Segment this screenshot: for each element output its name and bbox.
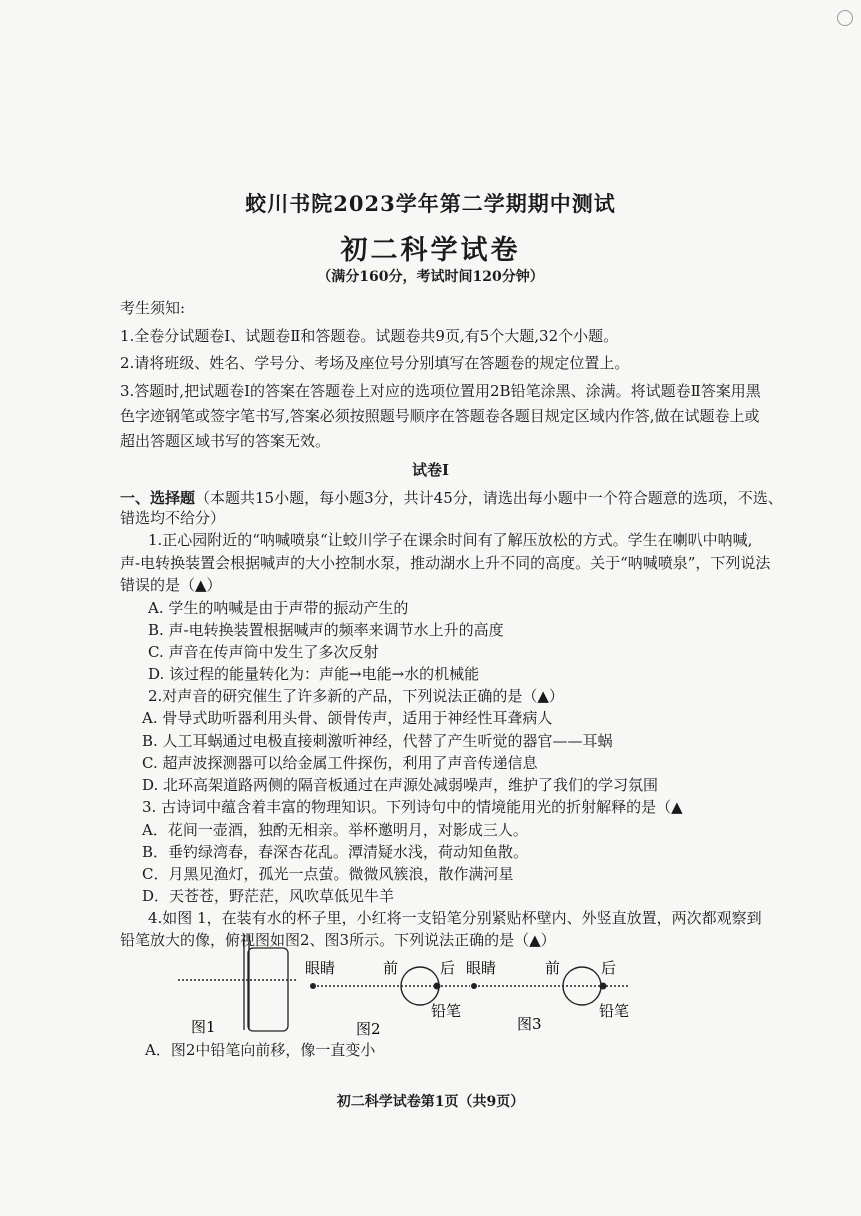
q2-option-b: B. 人工耳蜗通过电极直接刺激听神经，代替了产生听觉的器官——耳蜗 (142, 732, 613, 750)
q2-option-a: A. 骨导式助听器利用头骨、颌骨传声，适用于神经性耳聋病人 (142, 709, 553, 727)
q1-stem-line3: 错误的是（▲） (120, 576, 222, 594)
notice-item-2: 2.请将班级、姓名、学号分、考场及座位号分别填写在答题卷的规定位置上。 (120, 354, 630, 372)
q1-option-a: A. 学生的呐喊是由于声带的振动产生的 (148, 599, 409, 617)
fig2-pencil-dot (434, 983, 441, 990)
q4-option-a: A．图2中铅笔向前移，像一直变小 (145, 1041, 376, 1059)
school-title: 蛟川书院2023学年第二学期期中测试 (245, 191, 616, 216)
fig2-front-label: 前 (383, 959, 399, 977)
fig3-eye-label: 眼睛 (466, 959, 497, 977)
section-heading-bold: 一、选择题 (120, 489, 196, 507)
fig3-pencil-label: 铅笔 (599, 1002, 630, 1020)
fig3-pencil-dot (600, 983, 607, 990)
fig2-label: 图2 (356, 1020, 381, 1038)
section-heading-rest: （本题共15小题，每小题3分，共计45分，请选出每小题中一个符合题意的选项，不选、 (195, 489, 783, 507)
page-footer: 初二科学试卷第1页（共9页） (336, 1094, 525, 1110)
q3-option-b: B．垂钓绿湾春，春深杏花乱。潭清疑水浅，荷动知鱼散。 (142, 843, 529, 861)
q2-stem: 2.对声音的研究催生了许多新的产品，下列说法正确的是（▲） (148, 687, 564, 705)
q1-option-d: D. 该过程的能量转化为：声能→电能→水的机械能 (148, 665, 480, 683)
fig3-eye-dot (471, 983, 477, 989)
q3-stem: 3. 古诗词中蕴含着丰富的物理知识。下列诗句中的情境能用光的折射解释的是（▲ (142, 798, 683, 816)
notice-item-3-cont2: 超出答题区域书写的答案无效。 (120, 432, 331, 450)
fig1-glass (248, 948, 288, 1031)
fig2-pencil-label: 铅笔 (431, 1002, 462, 1020)
fig3-label: 图3 (517, 1015, 542, 1033)
fig2-eye-label: 眼睛 (305, 959, 336, 977)
q3-option-a: A．花间一壶酒，独酌无相亲。举杯邀明月，对影成三人。 (142, 821, 528, 839)
fig3-front-label: 前 (545, 959, 561, 977)
q3-option-d: D．天苍苍，野茫茫，风吹草低见牛羊 (142, 887, 395, 905)
q1-option-c: C. 声音在传声筒中发生了多次反射 (148, 643, 379, 661)
q2-option-d: D. 北环高架道路两侧的隔音板通过在声源处减弱噪声，维护了我们的学习氛围 (142, 776, 659, 794)
notice-item-3-cont: 色字迹钢笔或签字笔书写,答案必须按照题号顺序在答题卷各题目规定区域内作答,做在试题卷上或 (120, 407, 760, 425)
q1-stem-line1: 1.正心园附近的“呐喊喷泉“让蛟川学子在课余时间有了解压放松的方式。学生在喇叭中呐喊, (148, 531, 753, 549)
fig1-label: 图1 (191, 1018, 216, 1036)
notice-item-1: 1.全卷分试题卷Ⅰ、试题卷Ⅱ和答题卷。试题卷共9页,有5个大题,32个小题。 (120, 327, 619, 345)
q3-option-c: C．月黑见渔灯，孤光一点萤。微微风簇浪，散作满河星 (142, 865, 514, 883)
fig2-back-label: 后 (440, 959, 456, 977)
section-heading-line2: 错选均不给分） (120, 509, 226, 527)
q1-option-b: B. 声-电转换装置根据喊声的频率来调节水上升的高度 (148, 621, 504, 639)
q1-stem-line2: 声-电转换装置会根据喊声的大小控制水泵，推动湖水上升不同的高度。关于“呐喊喷泉”，下列说法 (120, 554, 771, 572)
q2-option-c: C. 超声波探测器可以给金属工件探伤，利用了声音传递信息 (142, 754, 538, 772)
notice-item-3: 3.答题时,把试题卷Ⅰ的答案在答题卷上对应的选项位置用2B铅笔涂黑、涂满。将试题卷Ⅱ答案用黑 (120, 382, 761, 400)
exam-title: 初二科学试卷 (340, 235, 521, 266)
fig3-back-label: 后 (601, 959, 617, 977)
paper-label: 试卷Ⅰ (411, 461, 450, 479)
fig2-eye-dot (310, 983, 316, 989)
q4-stem-line1: 4.如图 1，在装有水的杯子里，小红将一支铅笔分别紧贴杯壁内、外竖直放置，两次都观察到 (148, 909, 762, 927)
q4-stem-line2: 铅笔放大的像，俯视图如图2、图3所示。下列说法正确的是（▲） (120, 931, 556, 949)
exam-subtitle: （满分160分，考试时间120分钟） (317, 269, 544, 285)
notice-heading: 考生须知: (120, 299, 186, 317)
